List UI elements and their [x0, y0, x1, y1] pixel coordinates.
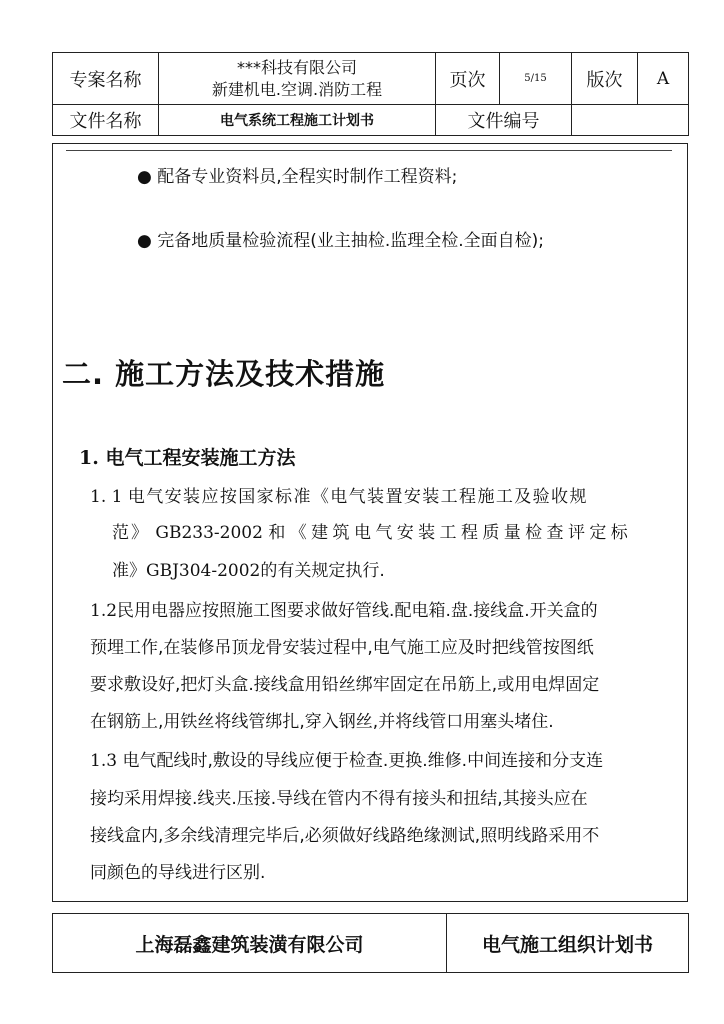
paragraph-1-2-line-3: 要求敷设好,把灯头盒.接线盒用铅丝绑牢固定在吊筋上,或用电焊固定 — [90, 675, 600, 695]
paragraph-1-3-line-2: 接均采用焊接.线夹.压接.导线在管内不得有接头和扭结,其接头应在 — [90, 789, 588, 809]
version-label: 版次 — [572, 53, 638, 105]
doc-number-value — [572, 105, 689, 136]
subsection-heading — [79, 443, 295, 470]
paragraph-1-1-line-3: 准》GBJ304-2002的有关规定执行. — [112, 561, 385, 581]
paragraph-1-2-number: 1.2 — [90, 601, 118, 621]
paragraph-1-1-line-2: 范》 GB233-2002 和《建筑电气安装工程质量检查评定标 — [112, 523, 633, 543]
paragraph-1-3-number: 1.3 — [90, 751, 118, 771]
bullet-item-1: ● 配备专业资料员,全程实时制作工程资料; — [137, 167, 458, 187]
paragraph-1-1-line-1: 1. 1 电气安装应按国家标准《电气装置安装工程施工及验收规 — [90, 487, 588, 507]
subsection-title: 电气工程安装施工方法 — [105, 447, 296, 469]
version-value: A — [638, 53, 689, 105]
footer-doc-title: 电气施工组织计划书 — [447, 914, 689, 973]
bullet-item-2: ● 完备地质量检验流程(业主抽检.监理全检.全面自检); — [137, 231, 545, 251]
paragraph-1-2-line-1: 1.2民用电器应按照施工图要求做好管线.配电箱.盘.接线盒.开关盒的 — [90, 601, 598, 621]
paragraph-1-2-line-2: 预埋工作,在装修吊顶龙骨安装过程中,电气施工应及时把线管按图纸 — [90, 638, 594, 658]
subsection-number: 1. — [79, 447, 99, 469]
project-name-label: 专案名称 — [53, 53, 159, 105]
header-table — [52, 52, 689, 136]
paragraph-1-3-line-4: 同颜色的导线进行区别. — [90, 863, 266, 883]
file-name-label: 文件名称 — [53, 105, 159, 136]
section-title: 二. 施工方法及技术措施 — [62, 357, 386, 391]
footer-table — [52, 913, 689, 973]
paragraph-1-1-number: 1. 1 — [90, 487, 123, 507]
top-rule — [66, 150, 672, 151]
file-name-value: 电气系统工程施工计划书 — [159, 105, 436, 136]
page-number: 5/15 — [500, 53, 572, 105]
page-label: 页次 — [436, 53, 500, 105]
project-title: 新建机电.空调.消防工程 — [211, 79, 383, 99]
company-name: ***科技有限公司 — [236, 57, 357, 77]
doc-number-label: 文件编号 — [436, 105, 572, 136]
paragraph-1-3-line-3: 接线盒内,多余线清理完毕后,必须做好线路绝缘测试,照明线路采用不 — [90, 826, 600, 846]
paragraph-1-2-line-4: 在钢筋上,用铁丝将线管绑扎,穿入钢丝,并将线管口用塞头堵住. — [90, 712, 554, 732]
paragraph-1-3-line-1: 1.3 电气配线时,敷设的导线应便于检查.更换.维修.中间连接和分支连 — [90, 751, 604, 771]
project-name-value — [159, 53, 436, 105]
footer-company: 上海磊鑫建筑装潢有限公司 — [53, 914, 447, 973]
